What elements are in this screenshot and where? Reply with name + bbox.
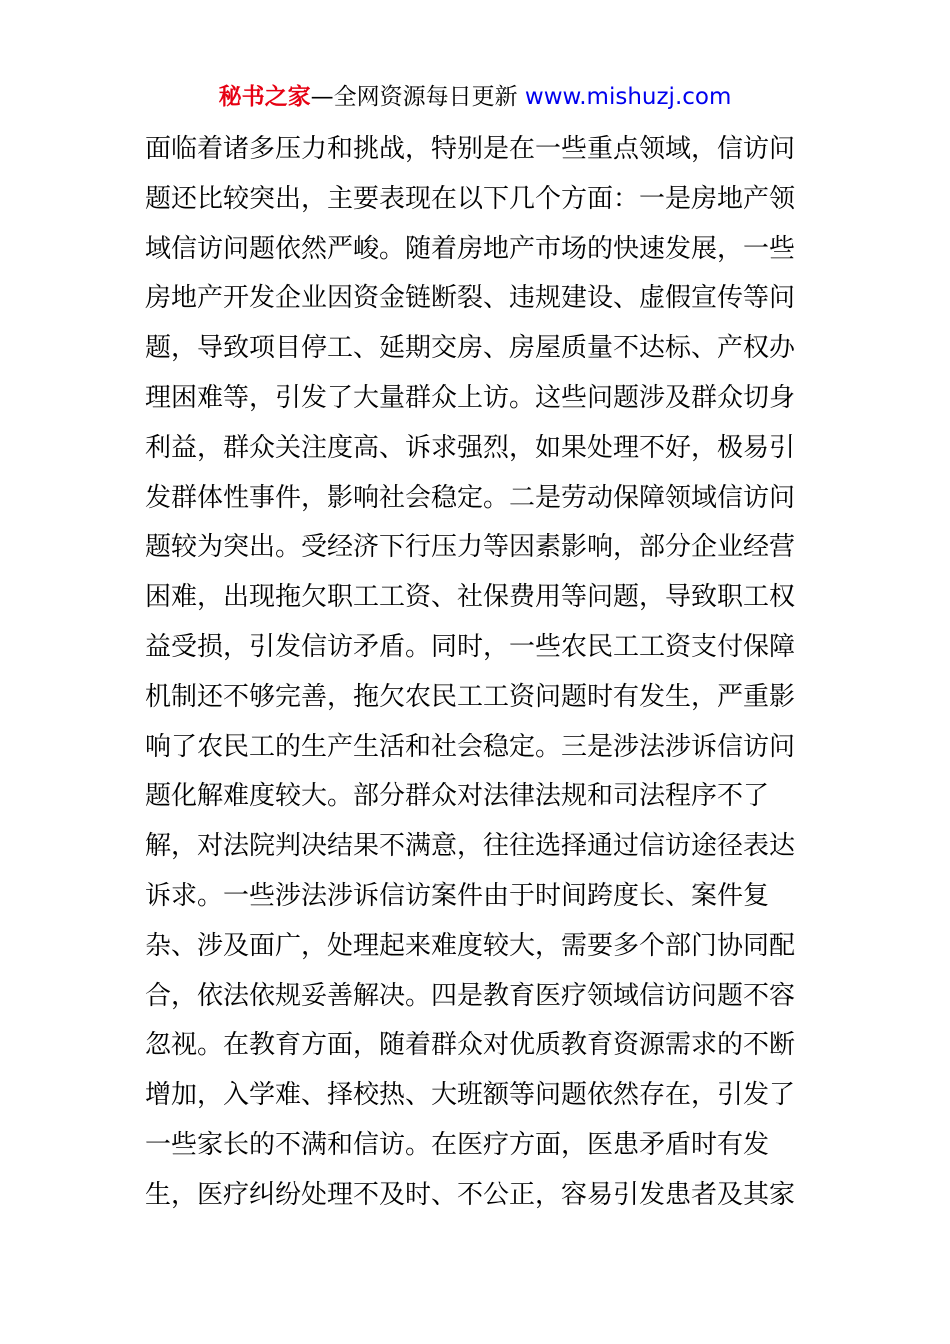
site-url-link[interactable]: www.mishuzj.com (524, 84, 732, 110)
body-line: 合，依法依规妥善解决。四是教育医疗领域信访问题不容 (145, 980, 796, 1011)
body-line: 理困难等，引发了大量群众上访。这些问题涉及群众切身 (145, 382, 796, 413)
body-line: 题化解难度较大。部分群众对法律法规和司法程序不了 (145, 781, 770, 812)
body-line: 忽视。在教育方面，随着群众对优质教育资源需求的不断 (145, 1030, 796, 1061)
body-line: 益受损，引发信访矛盾。同时，一些农民工工资支付保障 (145, 631, 796, 662)
body-line: 题还比较突出，主要表现在以下几个方面：一是房地产领 (145, 183, 796, 214)
body-line: 增加，入学难、择校热、大班额等问题依然存在，引发了 (145, 1080, 796, 1111)
document-body (145, 125, 815, 1221)
brand-name: 秘书之家 (218, 84, 311, 110)
body-line: 解，对法院判决结果不满意，往往选择通过信访途径表达 (145, 831, 796, 862)
body-line: 一些家长的不满和信访。在医疗方面，医患矛盾时有发 (145, 1129, 770, 1160)
body-line: 杂、涉及面广，处理起来难度较大，需要多个部门协同配 (145, 930, 796, 961)
body-line: 发群体性事件，影响社会稳定。二是劳动保障领域信访问 (145, 482, 796, 513)
body-line: 响了农民工的生产生活和社会稳定。三是涉法涉诉信访问 (145, 731, 796, 762)
body-line: 诉求。一些涉法涉诉信访案件由于时间跨度长、案件复 (145, 880, 770, 911)
page-header (0, 80, 950, 114)
header-tagline: —全网资源每日更新 (310, 84, 525, 110)
body-line: 困难，出现拖欠职工工资、社保费用等问题，导致职工权 (145, 582, 796, 613)
body-line: 房地产开发企业因资金链断裂、违规建设、虚假宣传等问 (145, 283, 796, 314)
body-line: 题较为突出。受经济下行压力等因素影响，部分企业经营 (145, 532, 796, 563)
body-line: 题，导致项目停工、延期交房、房屋质量不达标、产权办 (145, 333, 796, 364)
body-line: 生，医疗纠纷处理不及时、不公正，容易引发患者及其家 (145, 1179, 796, 1210)
body-line: 机制还不够完善，拖欠农民工工资问题时有发生，严重影 (145, 681, 796, 712)
body-line: 域信访问题依然严峻。随着房地产市场的快速发展，一些 (145, 233, 796, 264)
body-line: 利益，群众关注度高、诉求强烈，如果处理不好，极易引 (145, 432, 796, 463)
body-line: 面临着诸多压力和挑战，特别是在一些重点领域，信访问 (145, 134, 796, 164)
